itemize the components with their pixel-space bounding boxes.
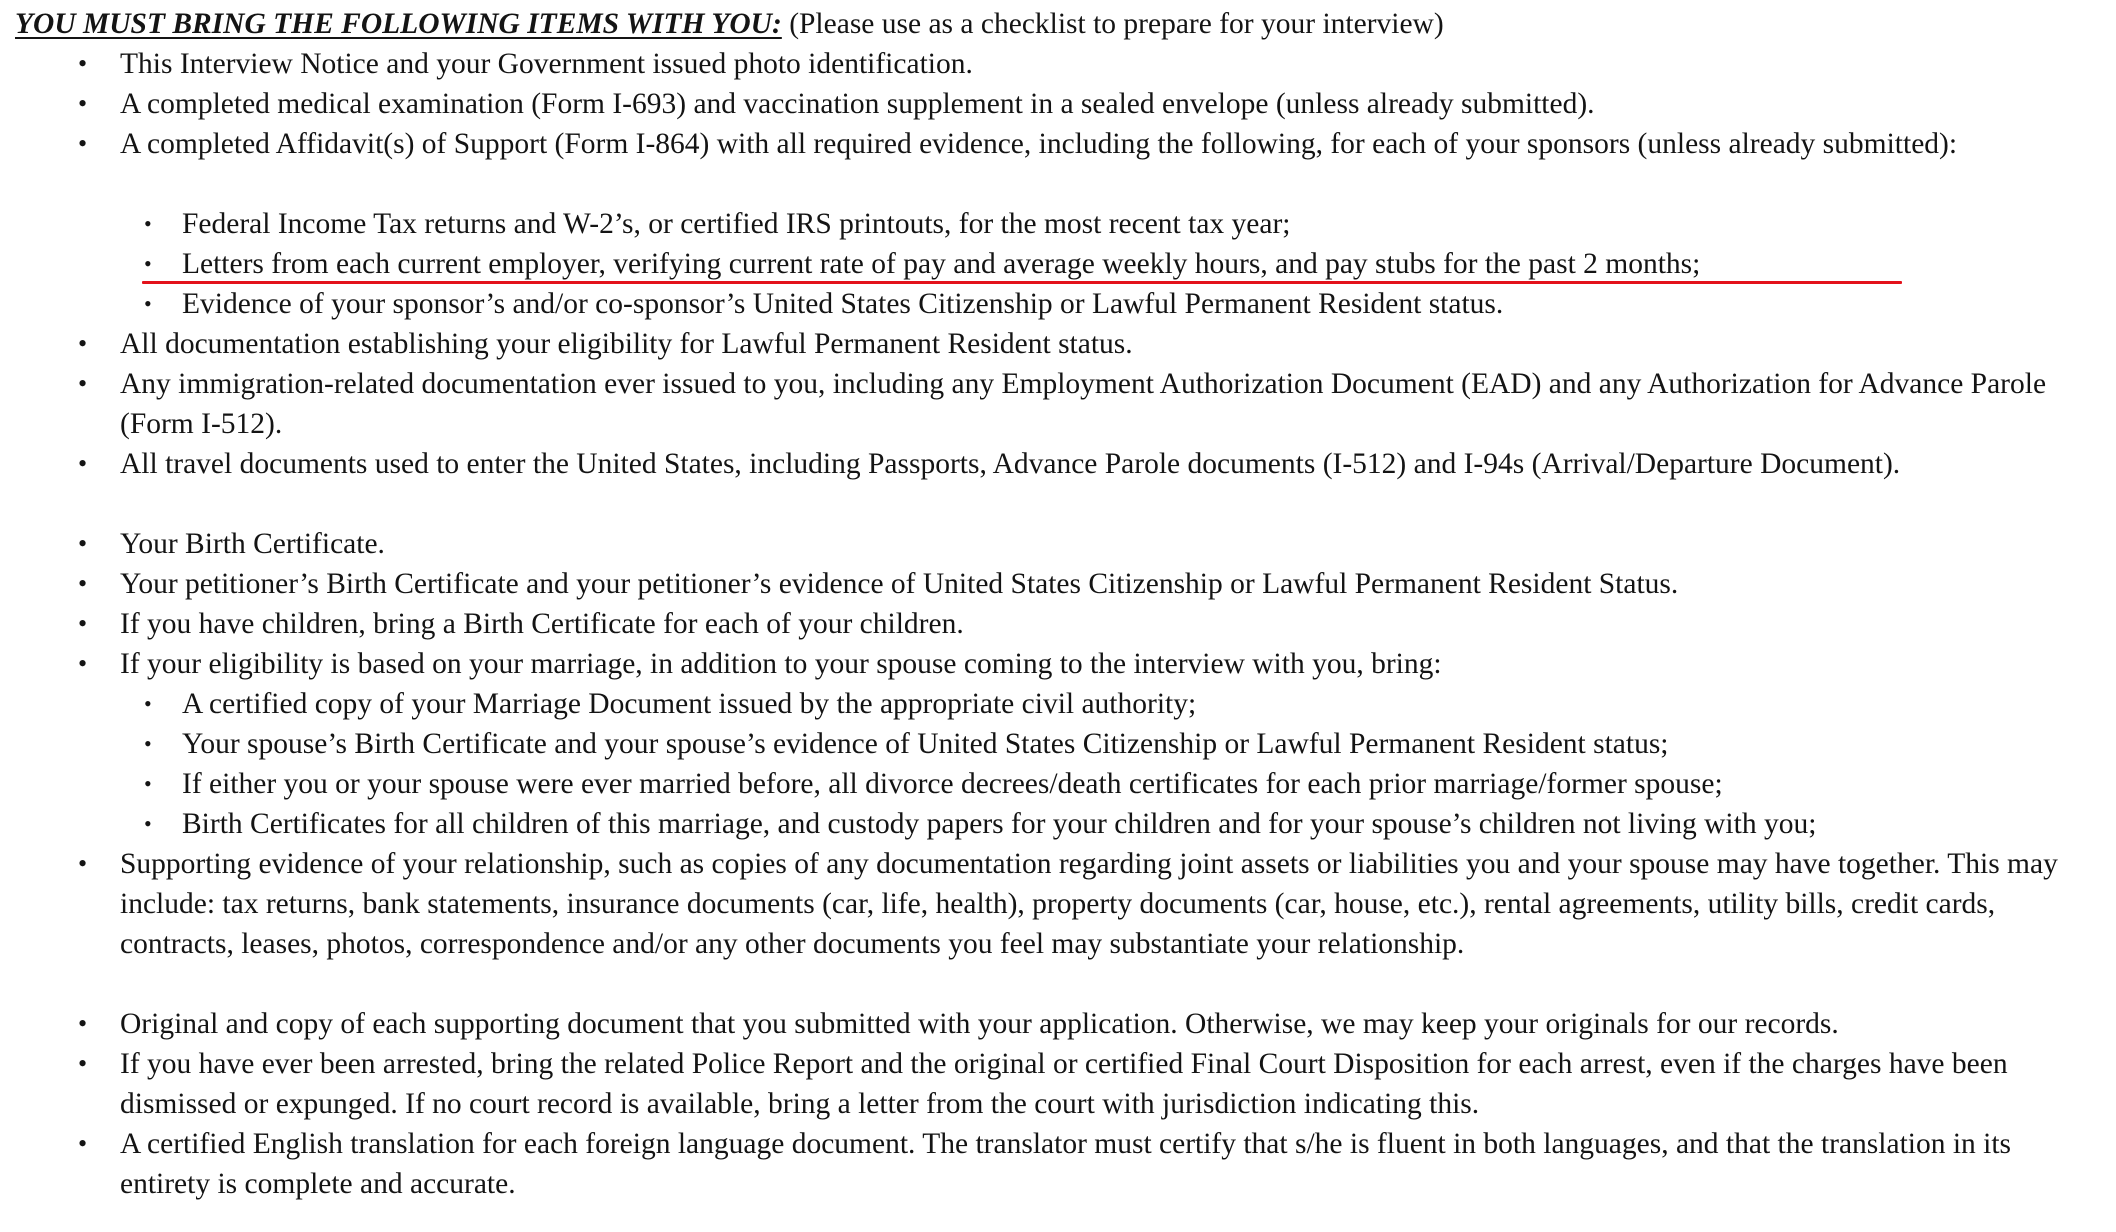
list-item: • All travel documents used to enter the United States, including Passports, Advance Parole documents (I-512) and I-94s (Arrival/Departure Document).: [120, 444, 2000, 484]
sub-list-item: • Your spouse’s Birth Certificate and your spouse’s evidence of United States Citizenship or Lawful Permanent Resident status;: [182, 724, 2102, 764]
checklist-heading: [15, 4, 1444, 44]
bullet-icon: •: [144, 211, 152, 236]
list-item: • A certified English translation for each foreign language document. The translator must certify that s/he is fluent in both languages, and that the translation in its entirety is complete and accurate.: [120, 1124, 2040, 1204]
bullet-icon: •: [78, 1129, 88, 1158]
list-item: • Any immigration-related documentation ever issued to you, including any Employment Authorization Document (EAD) and any Authorization for Advance Parole (Form I-512).: [120, 364, 2105, 444]
bullet-icon: •: [144, 251, 152, 276]
heading-subtitle: (Please use as a checklist to prepare for your interview): [789, 8, 1444, 40]
sub-list-item: • Federal Income Tax returns and W-2’s, or certified IRS printouts, for the most recent tax year;: [182, 204, 2102, 244]
bullet-icon: •: [78, 649, 88, 678]
list-item: • A completed Affidavit(s) of Support (Form I-864) with all required evidence, including the following, for each of your sponsors (unless already submitted):: [120, 124, 2040, 164]
bullet-icon: •: [78, 129, 88, 158]
list-item: • If you have ever been arrested, bring the related Police Report and the original or certified Final Court Disposition for each arrest, even if the charges have been dismissed or expunged. If no court record is available, bring a letter from the court with jurisdiction indicating this.: [120, 1044, 2020, 1124]
bullet-icon: •: [78, 49, 88, 78]
sub-list-item: • Evidence of your sponsor’s and/or co-sponsor’s United States Citizenship or Lawful Permanent Resident status.: [182, 284, 2102, 324]
sub-list-item-highlighted: • Letters from each current employer, verifying current rate of pay and average weekly hours, and pay stubs for the past 2 months;: [182, 244, 2102, 284]
heading-title: YOU MUST BRING THE FOLLOWING ITEMS WITH YOU:: [15, 8, 782, 40]
bullet-icon: •: [144, 731, 152, 756]
list-item: • All documentation establishing your eligibility for Lawful Permanent Resident status.: [120, 324, 2110, 364]
sub-list-item: • Birth Certificates for all children of this marriage, and custody papers for your children and for your spouse’s children not living with you;: [182, 804, 2102, 844]
bullet-icon: •: [78, 329, 88, 358]
bullet-icon: •: [78, 369, 88, 398]
list-item: • If your eligibility is based on your marriage, in addition to your spouse coming to the interview with you, bring:: [120, 644, 2110, 684]
list-item: • If you have children, bring a Birth Certificate for each of your children.: [120, 604, 2110, 644]
bullet-icon: •: [78, 569, 88, 598]
bullet-icon: •: [78, 1009, 88, 1038]
sub-list-item: • A certified copy of your Marriage Document issued by the appropriate civil authority;: [182, 684, 2102, 724]
bullet-icon: •: [78, 1049, 88, 1078]
list-item: • Supporting evidence of your relationship, such as copies of any documentation regarding joint assets or liabilities you and your spouse may have together. This may include: tax returns, bank statements, insurance documents (car, life, health), property documents (car, house, etc.), rental agreements, utility bills, credit cards, contracts, leases, photos, correspondence and/or any other documents you feel may substantiate your relationship.: [120, 844, 2060, 964]
bullet-icon: •: [144, 811, 152, 836]
list-item: • Your petitioner’s Birth Certificate and your petitioner’s evidence of United States Citizenship or Lawful Permanent Resident Status.: [120, 564, 2110, 604]
bullet-icon: •: [78, 89, 88, 118]
bullet-icon: •: [78, 449, 88, 478]
list-item: • Your Birth Certificate.: [120, 524, 2110, 564]
list-item: • Original and copy of each supporting document that you submitted with your application. Otherwise, we may keep your originals for our records.: [120, 1004, 2110, 1044]
bullet-icon: •: [78, 529, 88, 558]
list-item: • This Interview Notice and your Government issued photo identification.: [120, 44, 2110, 84]
bullet-icon: •: [144, 291, 152, 316]
sub-list-item: • If either you or your spouse were ever married before, all divorce decrees/death certificates for each prior marriage/former spouse;: [182, 764, 2102, 804]
list-item: • A completed medical examination (Form I-693) and vaccination supplement in a sealed envelope (unless already submitted).: [120, 84, 2110, 124]
bullet-icon: •: [78, 609, 88, 638]
bullet-icon: •: [144, 691, 152, 716]
bullet-icon: •: [78, 849, 88, 878]
bullet-icon: •: [144, 771, 152, 796]
